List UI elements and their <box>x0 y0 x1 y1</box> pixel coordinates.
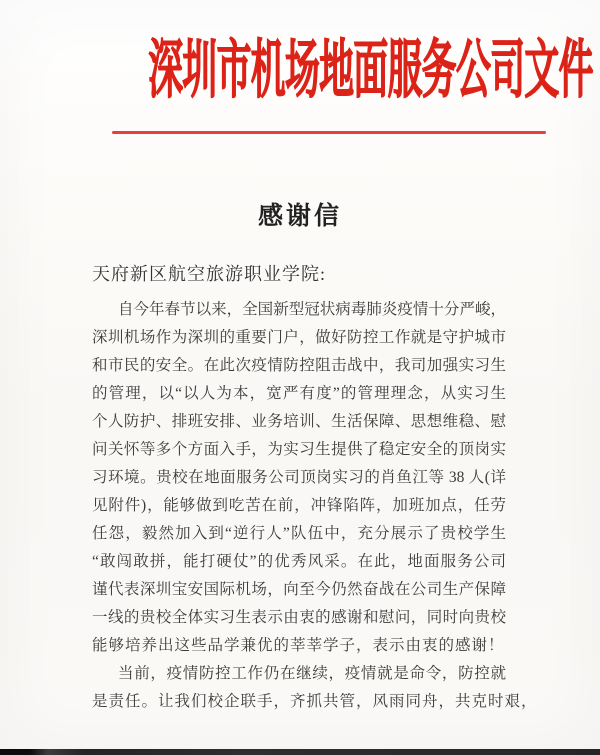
document-line: “敢闯敢拼，能打硬仗”的优秀风采。在此，地面服务公司 <box>92 553 506 570</box>
document-line: 一线的贵校全体实习生表示由衷的感谢和慰问，同时向贵校 <box>92 609 506 626</box>
document-line: 当前，疫情防控工作仍在继续，疫情就是命令，防控就 <box>118 665 506 682</box>
photo-bottom-edge-bar <box>0 749 600 755</box>
letterhead-divider <box>112 131 546 134</box>
salutation: 天府新区航空旅游职业学院: <box>92 264 326 284</box>
document-line: 见附件)，能够做到吃苦在前，冲锋陷阵，加班加点，任劳 <box>92 497 506 514</box>
document-line: 谨代表深圳宝安国际机场，向至今仍然奋战在公司生产保障 <box>92 581 506 598</box>
document-line: 深圳机场作为深圳的重要门户，做好防控工作就是守护城市 <box>92 329 506 346</box>
document-line: 和市民的安全。在此次疫情防控阻击战中，我司加强实习生 <box>92 357 506 374</box>
letter-body <box>92 260 538 716</box>
document-line: 任怨，毅然加入到“逆行人”队伍中，充分展示了贵校学生 <box>92 525 506 542</box>
letterhead-title: 深圳市机场地面服务公司文件 <box>148 34 593 106</box>
document-line: 自今年春节以来，全国新型冠状病毒肺炎疫情十分严峻， <box>118 301 506 318</box>
document-line: 能够培养出这些品学兼优的莘莘学子，表示由衷的感谢！ <box>92 637 505 654</box>
letter-paragraph-lines <box>92 296 538 716</box>
letterhead <box>0 18 600 106</box>
document-line: 是责任。让我们校企联手，齐抓共管，风雨同舟，共克时艰， <box>92 693 538 710</box>
document-line: 的管理，以“以人为本，宽严有度”的管理理念，从实习生 <box>92 385 506 402</box>
document-title: 感谢信 <box>257 203 342 230</box>
document-line: 问关怀等多个方面入手，为实习生提供了稳定安全的顶岗实 <box>92 441 506 458</box>
document-line: 习环境。贵校在地面服务公司顶岗实习的肖鱼江等 38 人(详 <box>92 469 506 486</box>
document-line: 个人防护、排班安排、业务培训、生活保障、思想维稳、慰 <box>92 413 506 430</box>
